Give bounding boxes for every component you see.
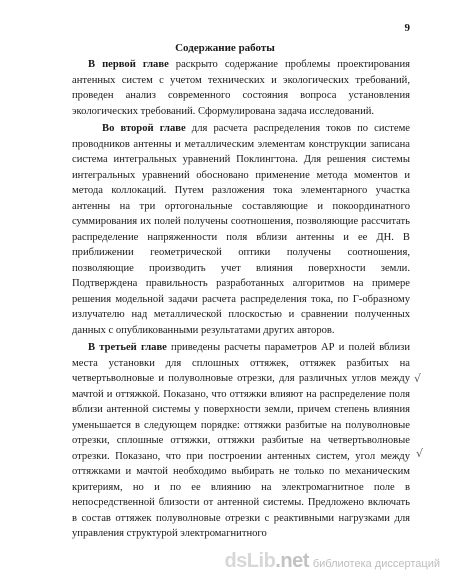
paragraph-lead: Во второй главе <box>102 123 186 134</box>
pen-tick-mark-icon: √ <box>414 372 422 385</box>
paragraph-text: для расчета распределения токов по системе проводников антенны и металлическим элементам конструкции записана система интегральных уравнений Поклингтона. Для решения системы интегральных уравнений обосновано применение метода моментов и метода коллокаций. Путем разложения тока элементарного участка антенны на три ортогональные составляющие и покоординатного суммирования их полей получены соотношения, позволяющие рассчитать распределение напряженности поля вблизи антенны и ее ДН. В приближении геометрической оптики получены соотношения, позволяющие производить учет влияния поверхности земли. Подтверждена правильность разработанных алгоритмов на примере решения модельной задачи расчета распределения тока, по Г-образному излучателю над металлической плоскостью и сравнении полученных данных с опубликованными результатами других авторов. <box>72 123 410 336</box>
section-heading: Содержание работы <box>175 42 275 54</box>
watermark <box>224 550 440 573</box>
watermark-subtitle: библиотека диссертаций <box>312 557 440 570</box>
paragraph-text: раскрыто содержание проблемы проектирования антенных систем с учетом технических и экологических требований, проведен анализ современного состояния вопроса установления экологических требований. Сформулирована задача исследований. <box>72 59 410 117</box>
paragraph-chapter-2 <box>72 121 410 338</box>
pen-tick-mark-icon: √ <box>416 447 424 460</box>
paragraph-text: приведены расчеты параметров АР и полей вблизи места установки для сплошных оттяжек, оттяжек разбитых на четвертьволновые и полуволновые отрезки, для различных углов между мачтой и оттяжкой. Показано, что оттяжки влияют на распределение поля вблизи антенной системы у поверхности земли, причем степень влияния уменьшается в следующем порядке: оттяжки разбитые на полуволновые отрезки, сплошные оттяжки, оттяжки разбитые на четвертьволновые отрезки. Показано, что при построении антенных систем, угол между оттяжками и мачтой необходимо выбирать не только по механическим критериям, но и по ее влиянию на электромагнитное поле в непосредственной близости от антенной системы. Предложено включать в состав оттяжек полуволновые отрезки с реактивными нагрузками для управления структурой электромагнитного <box>72 342 410 539</box>
paragraph-chapter-1 <box>72 57 410 119</box>
paragraph-lead: В первой главе <box>88 59 169 70</box>
paragraph-lead: В третьей главе <box>88 342 167 353</box>
page-number: 9 <box>404 22 410 34</box>
watermark-logo: dsLib.net <box>224 550 309 572</box>
body-text <box>72 57 410 544</box>
paragraph-chapter-3 <box>72 340 410 542</box>
